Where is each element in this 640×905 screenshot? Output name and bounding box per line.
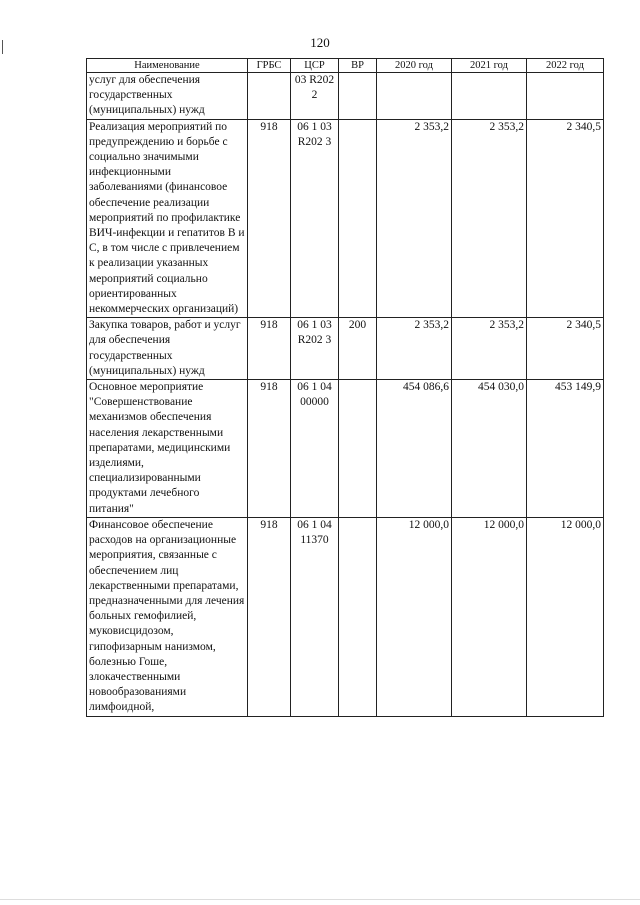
- row-name: услуг для обеспечения государственных (муниципальных) нужд: [87, 73, 248, 120]
- row-name: Основное мероприятие "Совершенствование механизмов обеспечения населения лекарственными препаратами, медицинскими изделиями, специализированными продуктами лечебного питания": [87, 380, 248, 518]
- header-2020: 2020 год: [377, 59, 452, 73]
- row-2020: 12 000,0: [377, 517, 452, 716]
- header-vr: ВР: [339, 59, 377, 73]
- row-csr: 06 1 03 R202 3: [291, 318, 339, 380]
- header-name: Наименование: [87, 59, 248, 73]
- row-2022: 453 149,9: [527, 380, 604, 518]
- header-csr: ЦСР: [291, 59, 339, 73]
- row-2020: 454 086,6: [377, 380, 452, 518]
- row-2022: 2 340,5: [527, 318, 604, 380]
- row-2021: 454 030,0: [452, 380, 527, 518]
- row-csr: 06 1 03 R202 3: [291, 119, 339, 318]
- page-edge-line: [0, 899, 640, 900]
- row-name: Реализация мероприятий по предупреждению и борьбе с социально значимыми инфекционными заболеваниями (финансовое обеспечение реализации мероприятий по профилактике ВИЧ-инфекции и гепатитов В и С, в том числе с привлечением к реализации указанных мероприятий социально ориентированных некоммерческих организаций): [87, 119, 248, 318]
- row-vr: [339, 517, 377, 716]
- header-2022: 2022 год: [527, 59, 604, 73]
- row-grbs: [248, 73, 291, 120]
- row-2022: 12 000,0: [527, 517, 604, 716]
- row-grbs: 918: [248, 517, 291, 716]
- table-row: [87, 119, 604, 318]
- table-row: [87, 318, 604, 380]
- table-row: [87, 517, 604, 716]
- row-name: Закупка товаров, работ и услуг для обеспечения государственных (муниципальных) нужд: [87, 318, 248, 380]
- row-2021: 2 353,2: [452, 318, 527, 380]
- row-grbs: 918: [248, 380, 291, 518]
- row-2020: 2 353,2: [377, 318, 452, 380]
- row-2020: [377, 73, 452, 120]
- row-name: Финансовое обеспечение расходов на организационные мероприятия, связанные с обеспечением лиц лекарственными препаратами, предназначенными для лечения больных гемофилией, муковисцидозом, гипофизарным нанизмом, болезнью Гоше, злокачественными новообразованиями лимфоидной,: [87, 517, 248, 716]
- row-2022: 2 340,5: [527, 119, 604, 318]
- row-vr: [339, 73, 377, 120]
- table-row: [87, 73, 604, 120]
- header-row: [87, 59, 604, 73]
- row-vr: [339, 119, 377, 318]
- budget-table: [86, 58, 604, 717]
- page-number: 120: [310, 35, 330, 50]
- row-grbs: 918: [248, 318, 291, 380]
- row-2021: 2 353,2: [452, 119, 527, 318]
- row-csr: 06 1 04 11370: [291, 517, 339, 716]
- table-row: [87, 380, 604, 518]
- row-vr: 200: [339, 318, 377, 380]
- row-grbs: 918: [248, 119, 291, 318]
- row-2021: 12 000,0: [452, 517, 527, 716]
- header-2021: 2021 год: [452, 59, 527, 73]
- row-2020: 2 353,2: [377, 119, 452, 318]
- row-2021: [452, 73, 527, 120]
- row-csr: 03 R202 2: [291, 73, 339, 120]
- row-2022: [527, 73, 604, 120]
- row-vr: [339, 380, 377, 518]
- row-csr: 06 1 04 00000: [291, 380, 339, 518]
- header-grbs: ГРБС: [248, 59, 291, 73]
